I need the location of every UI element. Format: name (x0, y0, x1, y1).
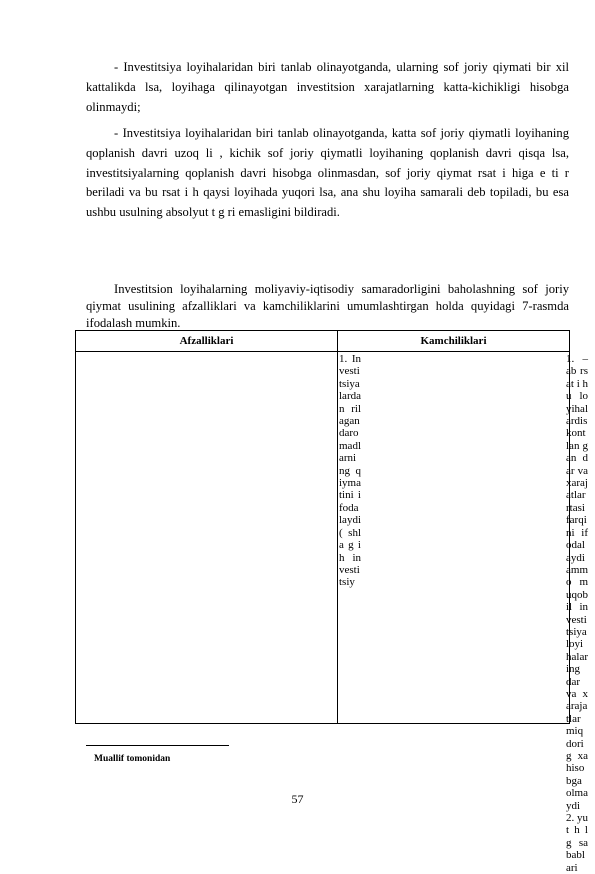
header-disadvantages: Kamchiliklari (338, 331, 570, 352)
header-advantages: Afzalliklari (76, 331, 338, 352)
table-row (76, 352, 570, 724)
footnote: Muallif tomonidan (94, 754, 171, 764)
advantages-text: 1. Investitsiyalardan rilagan daromadlarning qiymatini ifodalaydi ( shla g i h investitsiy (339, 353, 361, 589)
paragraph-npv-drawback-1: - Investitsiya loyihalaridan biri tanlab olinayotganda, ularning sof joriy qiymati bir xil kattalikda lsa, loyihaga qilinayotgan investitsion xarajatlarning katta-kichikligi hisobga olinmaydi; (86, 60, 569, 114)
table-cell-advantages (76, 352, 361, 724)
footnote-divider (86, 745, 229, 746)
paragraph-summary-intro: Investitsion loyihalarning moliyaviy-iqtisodiy samaradorligini baholashning sof joriy qiymat usulining afzalliklari va kamchiliklarini umumlashtirgan holda quyidagi 7-rasmda ifodalash mumkin. (86, 282, 569, 331)
disadvantages-text: 1. – ab rsat i h u loyihalardiskontlan gan dar va xarajatlar rtasi farqini ifodalaydi ammo muqobil investitsiya loyihalaring dar va xarajatlar miqdori g xa hisobga olmaydi 2. yut h lg sabablari (566, 353, 588, 874)
table-header-row (76, 331, 570, 352)
page-number: 57 (291, 792, 304, 806)
paragraph-npv-drawback-2: - Investitsiya loyihalaridan biri tanlab olinayotganda, katta sof joriy qiymatli loyihaning qoplanish davri uzoq li , kichik sof joriy qiymatli loyihaning qoplanish davri qisqa lsa, investitsiyalarning qoplanish davri hisobga olinmasdan, sof joriy qiymat rsat i higa e ti r beriladi va bu rsat i h qaysi loyihada yuqori lsa, ana shu loyiha samarali deb topiladi, bu esa ushbu usulning absolyut t g ri emasligini bildiradi. (86, 126, 569, 220)
table-cell-disadvantages (338, 352, 588, 874)
